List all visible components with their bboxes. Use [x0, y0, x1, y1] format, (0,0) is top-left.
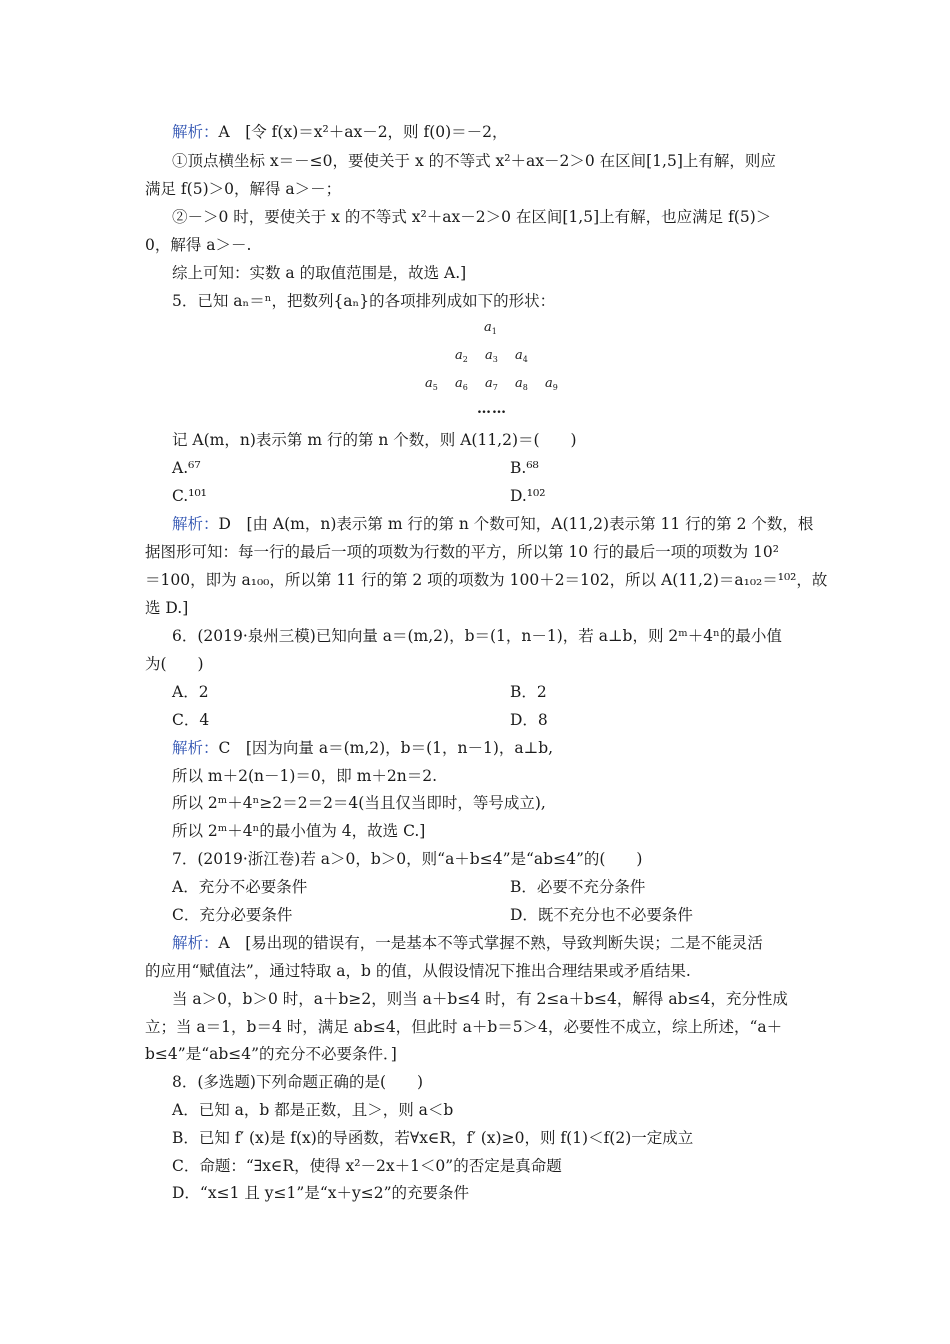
q8-option-d: D．“x≤1 且 y≤1”是“x＋y≤2”的充要条件 — [172, 1184, 470, 1202]
q6-solution-line-3: 所以 2ᵐ＋4ⁿ≥2＝2＝2＝4(当且仅当即时，等号成立), — [172, 794, 546, 812]
q4-solution-line-1: 解析：A [令 f(x)＝x²＋ax－2，则 f(0)＝－2， — [172, 123, 508, 141]
q7-option-d: D．既不充分也不必要条件 — [510, 906, 693, 924]
q7-solution-line-3: 当 a＞0，b＞0 时，a＋b≥2，则当 a＋b≤4 时，有 2≤a＋b≤4，解得 ab≤4，充分性成 — [172, 990, 788, 1008]
matrix-a8: $a_8$ — [515, 376, 528, 392]
q7-solution-line-2: 的应用“赋值法”，通过特取 a，b 的值，从假设情况下推出合理结果或矛盾结果. — [145, 962, 691, 980]
q7-solution-line-4: 立；当 a＝1，b＝4 时，满足 ab≤4，但此时 a＋b＝5＞4，必要性不成立，综上所述，“a＋ — [145, 1018, 783, 1036]
matrix-a9: $a_9$ — [545, 376, 558, 392]
solution-label: 解析： — [172, 123, 219, 141]
matrix-a6: $a_6$ — [455, 376, 468, 392]
q5-option-a: A.⁶⁷ — [172, 459, 201, 477]
matrix-a3: $a_3$ — [485, 348, 498, 364]
q6-stem-line-1: 6．(2019·泉州三模)已知向量 a＝(m,2)，b＝(1，n－1)，若 a⊥b，则 2ᵐ＋4ⁿ的最小值 — [172, 627, 782, 645]
q6-option-c: C．4 — [172, 711, 210, 729]
q5-solution-line-1: 解析：D [由 A(m，n)表示第 m 行的第 n 个数可知，A(11,2)表示第 11 行的第 2 个数，根 — [172, 515, 814, 533]
matrix-a4: $a_4$ — [515, 348, 528, 364]
q5-question: 记 A(m，n)表示第 m 行的第 n 个数，则 A(11,2)＝( ) — [172, 431, 577, 449]
q5-option-c: C.¹⁰¹ — [172, 487, 207, 505]
q8-option-c: C．命题：“∃x∈R，使得 x²－2x＋1＜0”的否定是真命题 — [172, 1157, 562, 1175]
q5-solution-line-2: 据图形可知：每一行的最后一项的项数为行数的平方，所以第 10 行的最后一项的项数为 10² — [145, 543, 779, 561]
q6-option-d: D．8 — [510, 711, 548, 729]
q5-solution-line-4: 选 D.] — [145, 599, 189, 617]
q7-option-a: A．充分不必要条件 — [172, 878, 308, 896]
solution-label: 解析： — [172, 739, 219, 757]
matrix-a2: $a_2$ — [455, 348, 468, 364]
q8-stem: 8．(多选题)下列命题正确的是( ) — [172, 1073, 424, 1091]
q7-option-c: C．充分必要条件 — [172, 906, 293, 924]
q6-solution-line-1: 解析：C [因为向量 a＝(m,2)，b＝(1，n－1)，a⊥b, — [172, 739, 554, 757]
q7-stem: 7．(2019·浙江卷)若 a＞0，b＞0，则“a＋b≤4”是“ab≤4”的( ) — [172, 850, 643, 868]
q6-stem-line-2: 为( ) — [145, 655, 204, 673]
solution-label: 解析： — [172, 515, 219, 533]
q6-solution-line-2: 所以 m＋2(n－1)＝0，即 m＋2n＝2. — [172, 767, 438, 785]
matrix-a5: $a_5$ — [425, 376, 438, 392]
matrix-a1: $a_1$ — [484, 320, 497, 336]
q6-option-a: A．2 — [172, 683, 209, 701]
q7-option-b: B．必要不充分条件 — [510, 878, 646, 896]
q5-solution-line-3: ＝100，即为 a₁₀₀，所以第 11 行的第 2 项的项数为 100＋2＝102，所以 A(11,2)＝a₁₀₂＝¹⁰²，故 — [145, 571, 828, 589]
q4-solution-line-4: ②－＞0 时，要使关于 x 的不等式 x²＋ax－2＞0 在区间[1,5]上有解，也应满足 f(5)＞ — [172, 208, 772, 226]
q6-option-b: B．2 — [510, 683, 547, 701]
q5-option-b: B.⁶⁸ — [510, 459, 539, 477]
matrix-ellipsis: …… — [477, 401, 507, 417]
q4-solution-line-6: 综上可知：实数 a 的取值范围是，故选 A.] — [172, 264, 467, 282]
q5-option-d: D.¹⁰² — [510, 487, 546, 505]
q4-solution-line-3: 满足 f(5)＞0，解得 a＞－； — [145, 180, 342, 198]
q4-solution-line-2: ①顶点横坐标 x＝－≤0，要使关于 x 的不等式 x²＋ax－2＞0 在区间[1,5]上有解，则应 — [172, 152, 776, 170]
q8-option-b: B．已知 f′ (x)是 f(x)的导函数，若∀x∈R，f′ (x)≥0，则 f(1)＜f(2)一定成立 — [172, 1129, 694, 1147]
q4-solution-line-5: 0，解得 a＞－. — [145, 236, 252, 254]
q6-solution-line-4: 所以 2ᵐ＋4ⁿ的最小值为 4，故选 C.] — [172, 822, 426, 840]
q7-solution-line-5: b≤4”是“ab≤4”的充分不必要条件．] — [145, 1045, 397, 1063]
solution-label: 解析： — [172, 934, 219, 952]
matrix-a7: $a_7$ — [485, 376, 498, 392]
q5-stem: 5．已知 aₙ＝ⁿ，把数列{aₙ}的各项排列成如下的形状： — [172, 292, 556, 310]
q7-solution-line-1: 解析：A [易出现的错误有，一是基本不等式掌握不熟，导致判断失误；二是不能灵活 — [172, 934, 763, 952]
q8-option-a: A．已知 a，b 都是正数，且＞，则 a＜b — [172, 1101, 454, 1119]
